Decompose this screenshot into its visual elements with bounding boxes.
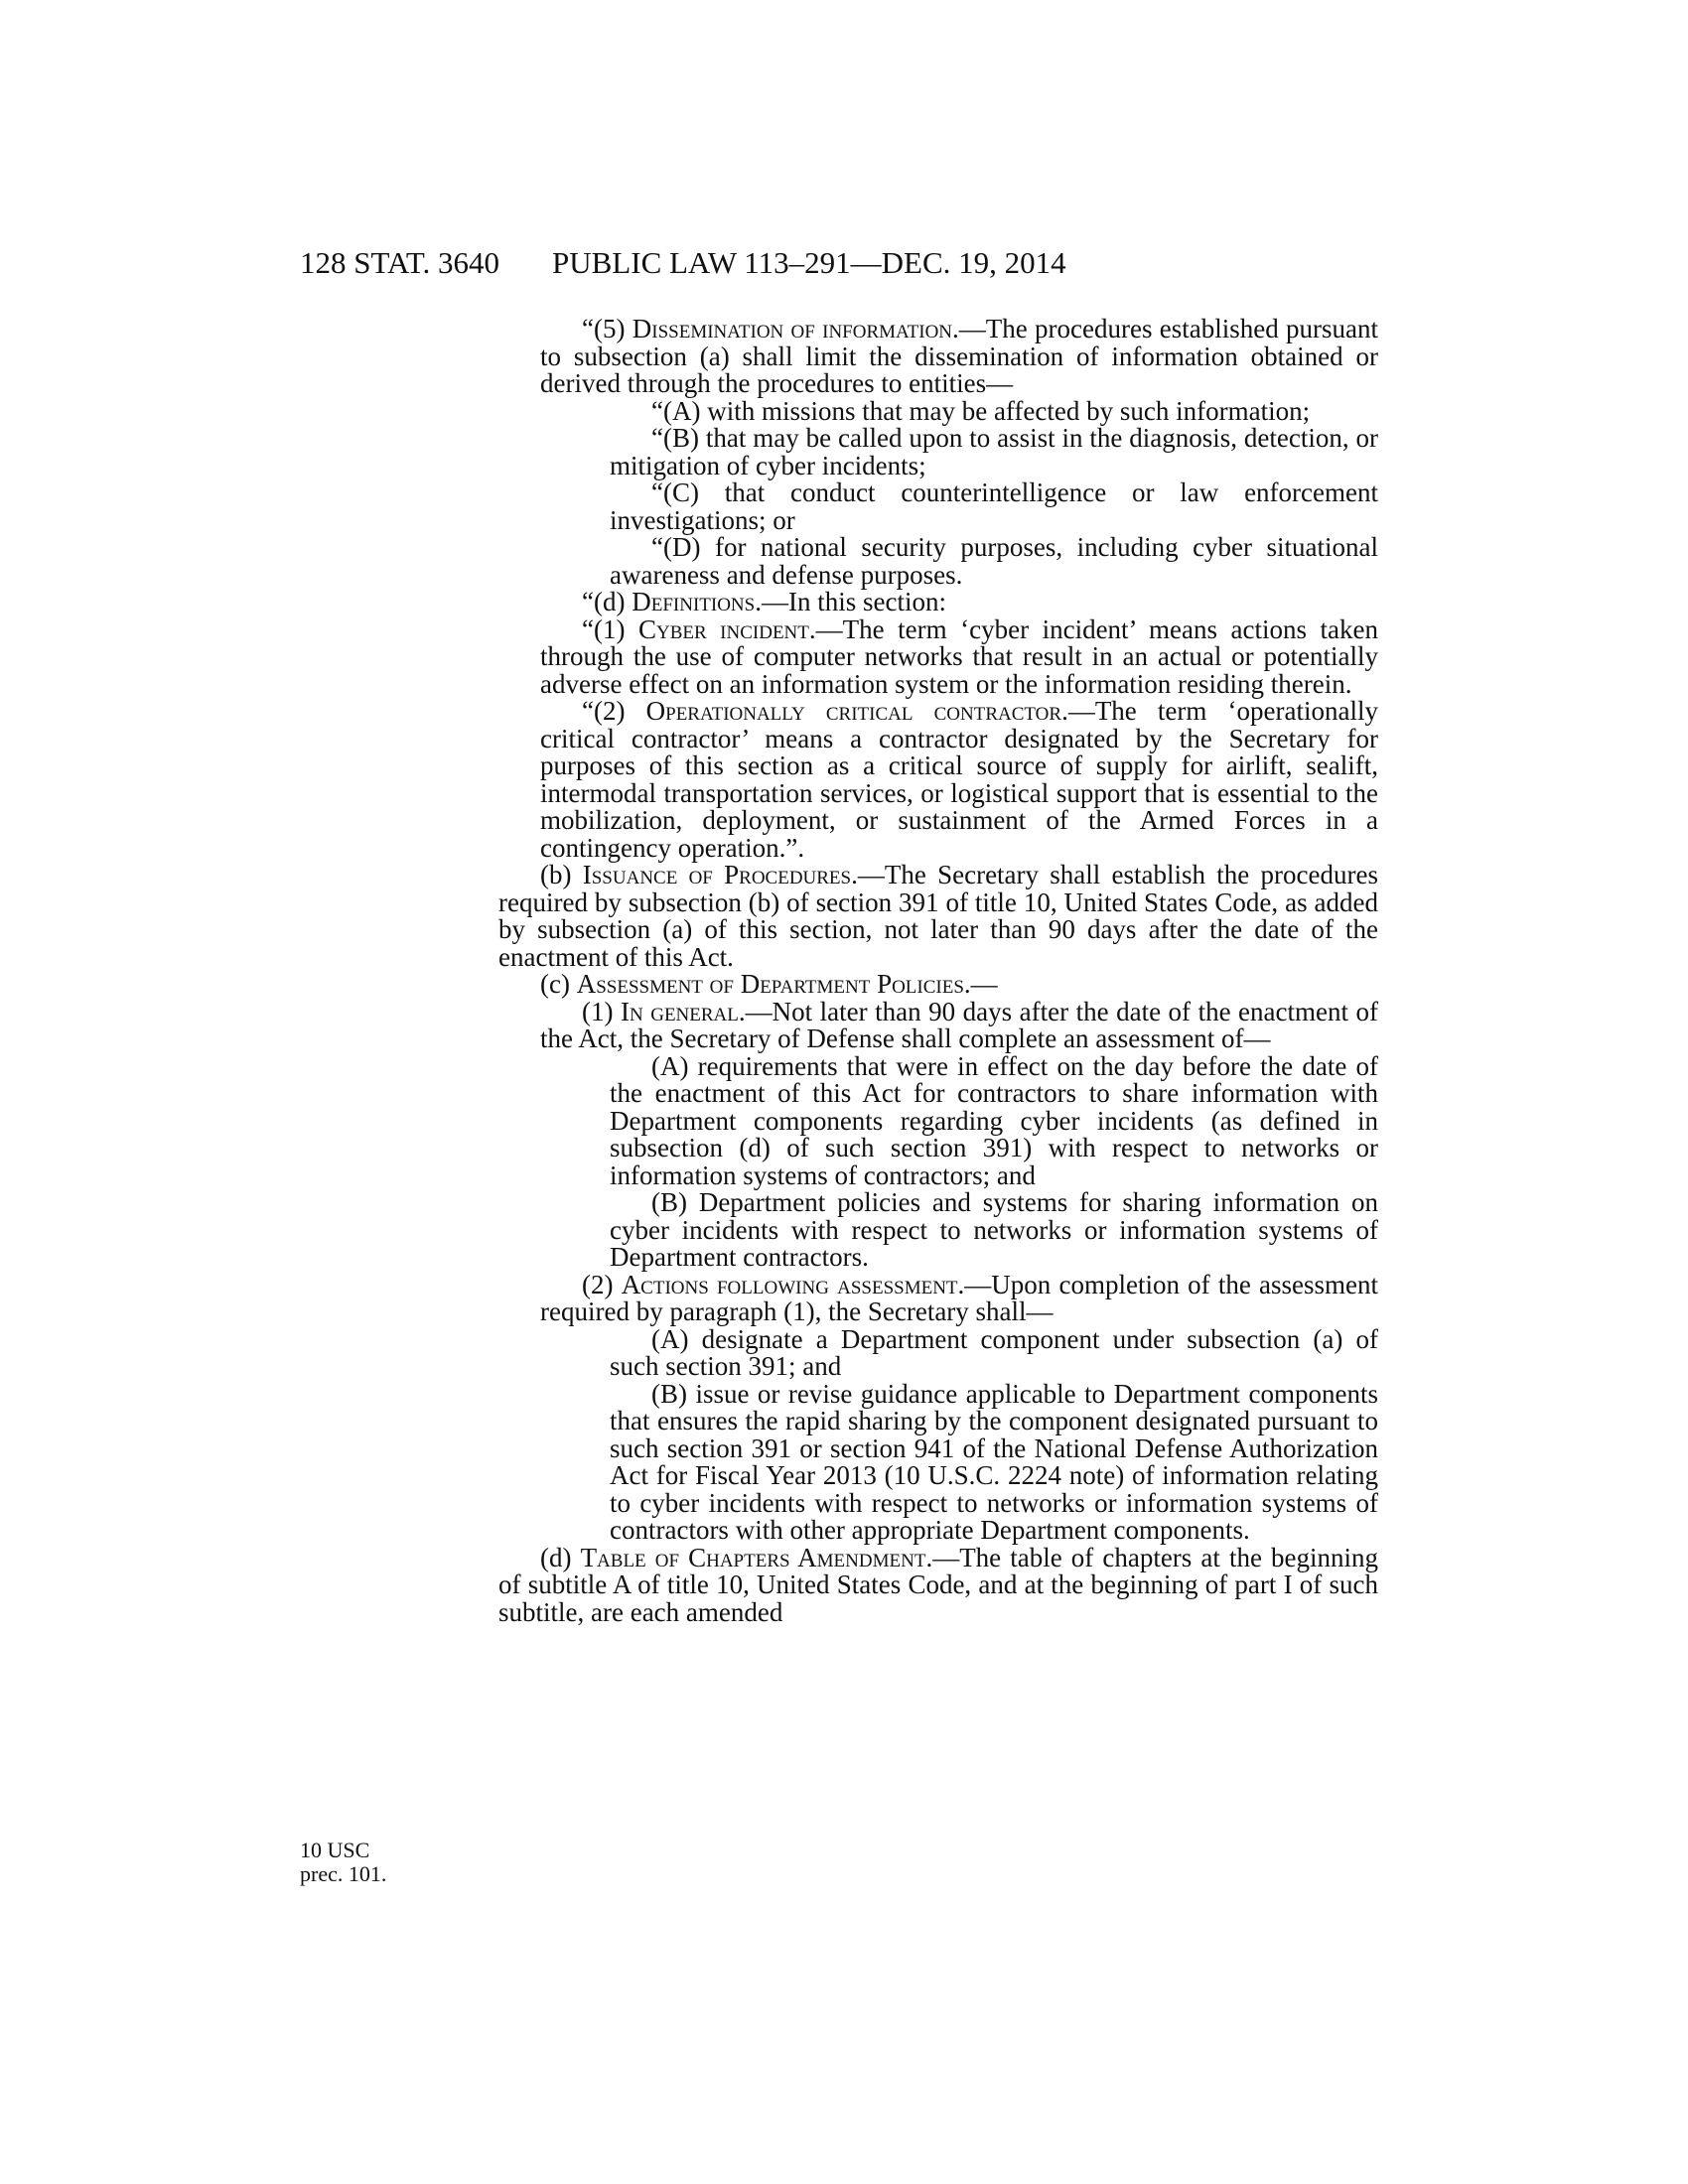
subsection-text: .—The table of chapters at the beginning of subtitle A of title 10, United States Code, and at the beginning of part I of such subtitle, are each amended [498,1542,1378,1627]
definition-operationally-critical-contractor [498,698,1378,862]
paragraph-text: .—Not later than 90 days after the date of the enactment of the Act, the Secretary of Defense shall complete an assessment of— [540,996,1378,1053]
document-body [498,316,1378,1626]
paragraph-heading: Dissemination of information [632,314,953,343]
paragraph-heading: Cyber incident [637,614,809,644]
subsection-d-definitions [498,589,1378,616]
subsection-letter: (c) [540,969,577,999]
subsection-heading: Assessment of Department Policies [576,969,964,999]
paragraph-text: .—Upon completion of the assessment required by paragraph (1), the Secretary shall— [540,1269,1379,1326]
subsection-b-issuance-of-procedures [498,862,1378,971]
subparagraph-c-1-a: (A) requirements that were in effect on the day before the date of the enactment of this Act for contractors to share information with Department components regarding cyber incidents (as defined in subsection (d) of such section 391) with respect to networks or information systems of contractors; and [610,1050,1378,1190]
margin-note-line: prec. 101. [300,1861,387,1886]
subsection-heading: Definitions [632,587,756,616]
running-head-title: PUBLIC LAW 113–291—DEC. 19, 2014 [552,245,1066,280]
subsection-letter: “(d) [582,587,633,616]
subsection-text: .— [963,969,998,999]
stat-page-reference: 128 STAT. 3640 [300,245,500,280]
paragraph-number: “(5) [582,314,633,343]
paragraph-number: (1) [582,996,621,1026]
subsection-letter: (d) [540,1542,581,1572]
paragraph-text: .—The term ‘operationally critical contractor’ means a contractor designated by the Secretary for purposes of this section as a critical source of supply for airlift, sealift, intermodal transportation services, or logistical support that is essential to the mobilization, deployment, or sustainment of the Armed Forces in a contingency operation.”. [540,696,1379,863]
margin-citation-note [300,1839,386,1886]
definition-cyber-incident [498,616,1378,699]
subsection-text: .—The Secretary shall establish the procedures required by subsection (b) of section 391 of title 10, United States Code, as added by subsection (a) of this section, not later than 90 days after the date of the enactment of this Act. [498,860,1378,972]
subparagraph-c-2-b: (B) issue or revise guidance applicable to Department components that ensures the rapid sharing by the component designated pursuant to such section 391 or section 941 of the National Defense Authorization Act for Fiscal Year 2013 (10 U.S.C. 2224 note) of information relating to cyber incidents with respect to networks or information systems of contractors with other appropriate Department components. [610,1378,1378,1545]
subparagraph-c-2-a: (A) designate a Department component under subsection (a) of such section 391; and [610,1323,1378,1381]
paragraph-c-2-actions [498,1269,1379,1326]
subsection-text: .—In this section: [755,587,946,616]
paragraph-5-dissemination [498,316,1378,398]
subparagraph-c-1-b: (B) Department policies and systems for sharing information on cyber incidents with respect to networks or information systems of Department contractors. [610,1187,1378,1272]
subparagraph-5-c: “(C) that conduct counterintelligence or law enforcement investigations; or [610,478,1378,535]
subsection-c-assessment [498,971,1378,999]
paragraph-c-1-in-general [498,996,1378,1053]
paragraph-number: (2) [582,1269,622,1299]
paragraph-heading: Actions following assessment [621,1269,958,1299]
paragraph-text: .—The term ‘cyber incident’ means actions taken through the use of computer networks that result in an actual or potentially adverse effect on an information system or the information residing therein. [540,614,1378,699]
paragraph-heading: In general [621,996,739,1026]
subsection-heading: Issuance of Procedures [582,860,852,889]
subsection-letter: (b) [540,860,583,889]
paragraph-text: .—The procedures established pursuant to subsection (a) shall limit the dissemination of information obtained or derived through the procedures to entities— [540,314,1379,398]
paragraph-number: “(2) [582,696,646,726]
paragraph-number: “(1) [582,614,638,644]
margin-note-line: 10 USC [300,1838,370,1862]
subparagraph-5-a: “(A) with missions that may be affected by such information; [651,395,1311,426]
subsection-heading: Table of Chapters Amendment [580,1542,926,1572]
subparagraph-5-b: “(B) that may be called upon to assist in the diagnosis, detection, or mitigation of cyber incidents; [610,423,1378,480]
subparagraph-5-d: “(D) for national security purposes, including cyber situational awareness and defense purposes. [610,532,1378,590]
paragraph-heading: Operationally critical contractor [645,696,1062,726]
subsection-d-table-of-chapters [498,1542,1378,1627]
